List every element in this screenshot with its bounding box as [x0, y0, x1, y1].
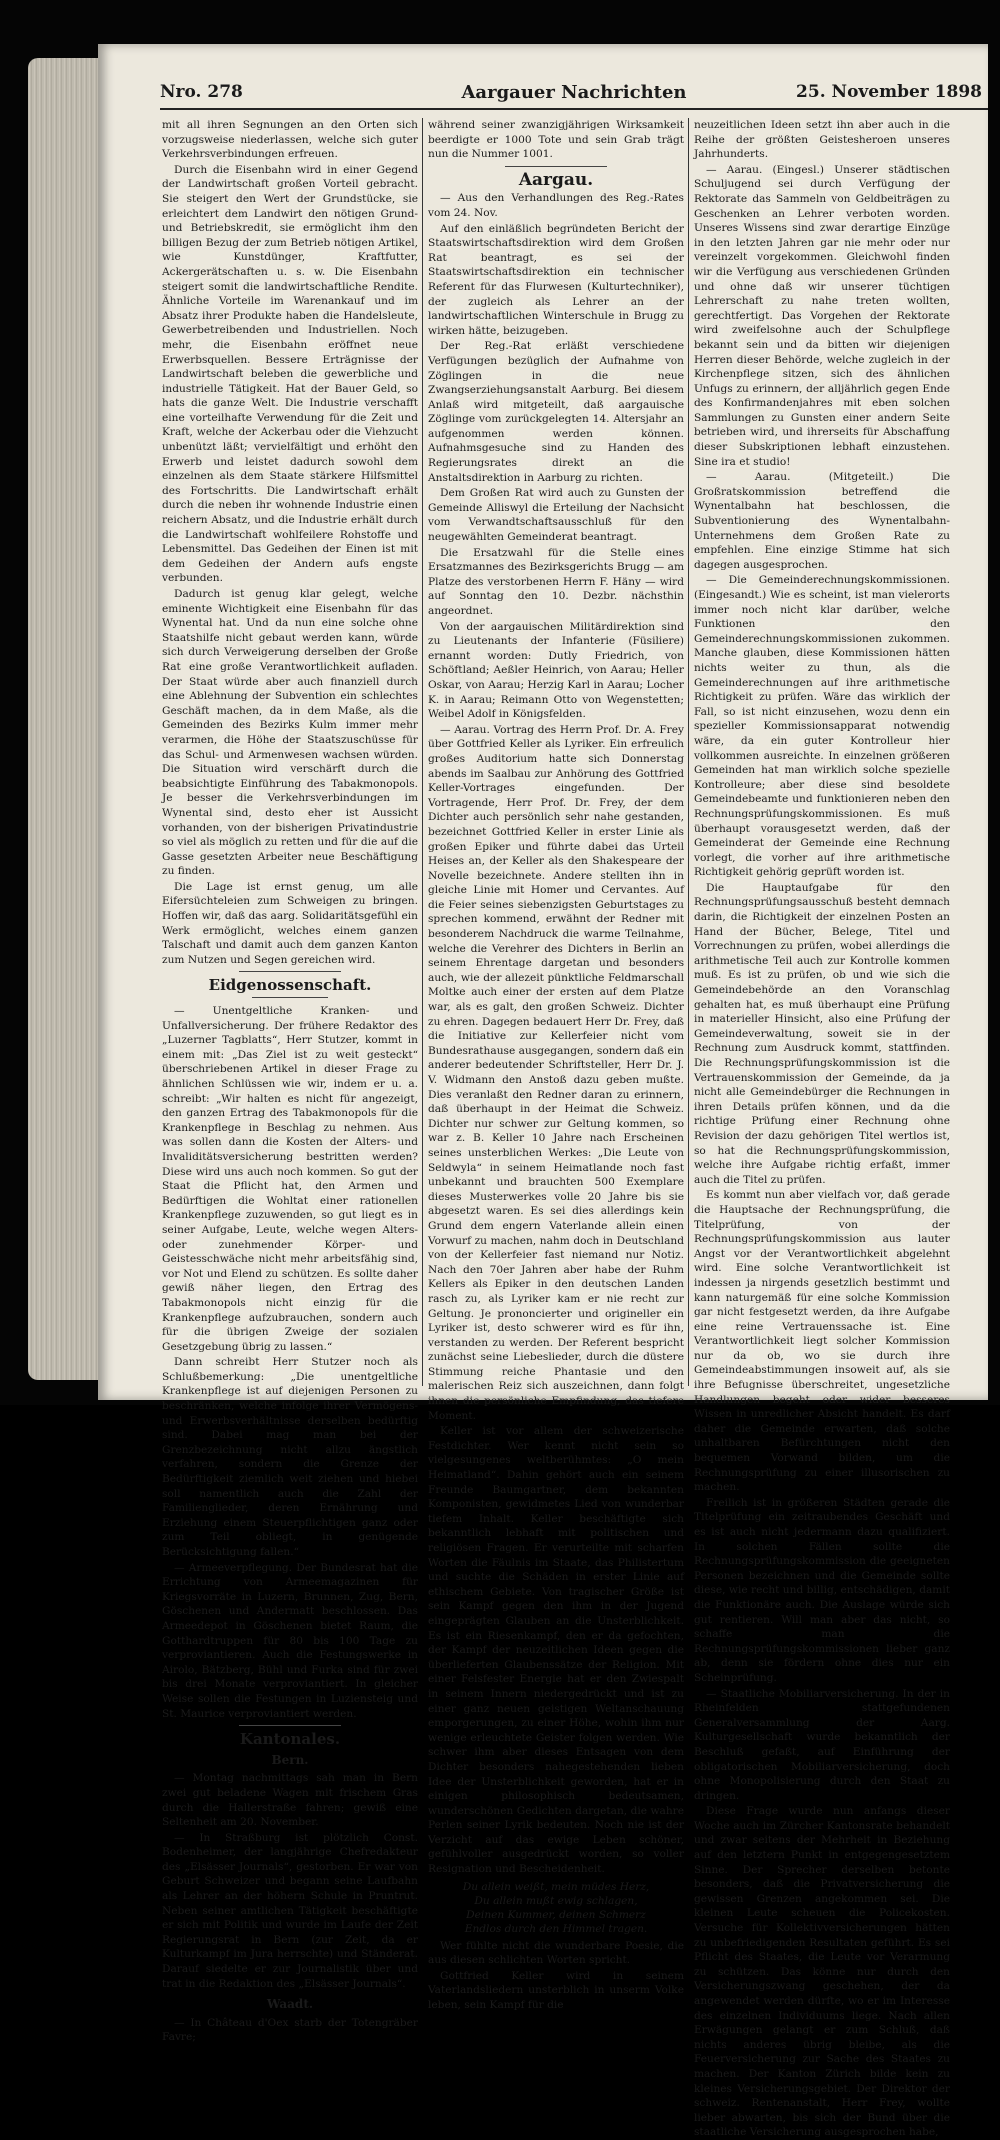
- paragraph: während seiner zwanzigjährigen Wirksamkeit beerdigte er 1000 Tote und sein Grab trägt nun die Nummer 1001.: [428, 119, 684, 161]
- paragraph: — Die Gemeinderechnungskommissionen. (Eingesandt.) Wie es scheint, ist man vielerorts immer noch nicht klar darüber, welche Funktionen den Gemeinderechnungskommissionen zukommen. Manche glauben, diese Kommissionen hätten nichts weiter zu thun, als die Gemeinderechnungen auf ihre arithmetische Richtigkeit zu prüfen. Wäre das wirklich der Fall, so ist nicht einzusehen, wozu denn ein spezieller Kommissionsapparat notwendig wäre, da ein guter Kontrolleur hier vollkommen ausreichte. In einzelnen größeren Gemeinden hat man wirklich solche spezielle Kontrolleure; aber diese sind besoldete Gemeindebeamte und funktionieren neben den Rechnungsprüfungskommissionen. Es muß überhaupt vorausgesetzt werden, daß der Gemeinderat der Gemeinde eine Rechnung vorlegt, die vorher auf ihre arithmetische Richtigkeit gehörig geprüft worden ist.: [694, 574, 950, 879]
- poem-line: Du allein weißt, mein müdes Herz,: [462, 1880, 650, 1893]
- paragraph: — Montag nachmittags sah man in Bern zwei gut beladene Wagen mit frischem Gras durch die Hallerstraße fahren; gewiß eine Seltenheit am 20. November.: [162, 1772, 418, 1829]
- subheading-waadt: Waadt.: [266, 1997, 314, 2012]
- paragraph: — In Straßburg ist plötzlich Const. Bodenheimer, der langjährige Chefredakteur des „Elsässer Journals“, gestorben. Er war von Geburt Schweizer und begann seine Laufbahn als Lehrer an der höhern Schule in Pruntrut. Neben seiner amtlichen Tätigkeit beschäftigte er sich mit Politik und wurde im Laufe der Zeit Regierungsrat in Bern (zur Zeit, da er Kulturkampf im Jura herrschte) und Ständerat. Darauf siedelte er zur Journalistik über und trat in die Redaktion des „Elsässer Journals“.: [162, 1831, 418, 1990]
- issue-number: Nro. 278: [160, 82, 243, 102]
- section-divider: [239, 1725, 341, 1726]
- paragraph: — Staatliche Mobiliarversicherung. In der in Rheinfelden stattgefundenen Generalversammlung der Aarg. Kulturgesellschaft wurde bekanntlich der Beschluß gefaßt, auf Einführung der obligatorischen Mobiliarversicherung, doch ohne Monopolisierung durch den Staat zu dringen.: [694, 1687, 950, 1802]
- column-3: [694, 118, 950, 2139]
- poem-line: Du allein mußt ewig schlagen,: [474, 1894, 638, 1907]
- paragraph: Auf den einläßlich begründeten Bericht der Staatswirtschaftsdirektion wird dem Großen Rat beantragt, es sei der Staatswirtschaftsdirektion ein technischer Referent für das Flurwesen (Kulturtechniker), der zugleich als Lehrer an der landwirtschaftlichen Winterschule in Brugg zu wirken hätte, beizugeben.: [428, 222, 684, 337]
- paragraph: Von der aargauischen Militärdirektion sind zu Lieutenants der Infanterie (Füsiliere) ernannt worden: Dutly Friedrich, von Schöftland; Aeßler Heinrich, von Aarau; Heller Oskar, von Aarau; Herzig Karl in Aarau; Locher K. in Aarau; Reimann Otto von Wegenstetten; Weibel Adolf in Königsfelden.: [428, 620, 684, 721]
- paragraph: Dadurch ist genug klar gelegt, welche eminente Wichtigkeit eine Eisenbahn für das Wynental hat. Und da nun eine solche ohne Staatshilfe nicht gebaut werden kann, würde sich durch Verweigerung derselben der Große Rat eine große Verantwortlichkeit aufladen. Der Staat würde aber auch finanziell durch eine Ablehnung der Subvention ein schlechtes Geschäft machen, da in dem Maße, als die Gemeinden des Bezirks Kulm immer mehr verarmen, die Höhe der Staatszuschüsse für das Schul- und Armenwesen wachsen würden. Die Situation wird verschärft durch die beabsichtigte Einführung des Tabakmonopols. Je besser die Verkehrsverbindungen im Wynental sind, desto eher ist Aussicht vorhanden, von der bisherigen Privatindustrie so viel als möglich zu retten und für die auf die Gasse gesetzten Arbeiter neue Beschäftigung zu finden.: [162, 588, 418, 878]
- section-divider: [252, 997, 329, 998]
- paragraph: Die Ersatzwahl für die Stelle eines Ersatzmannes des Bezirksgerichts Brugg — am Platze des verstorbenen Herrn F. Häny — wird auf Sonntag den 10. Dezbr. nächsthin angeordnet.: [428, 546, 684, 617]
- column-2: [428, 118, 684, 2012]
- paragraph: Wer fühlte nicht die wunderbare Poesie, die aus diesen schlichten Worten spricht.: [428, 1939, 684, 1967]
- paragraph: Dem Großen Rat wird auch zu Gunsten der Gemeinde Alliswyl die Erteilung der Nachsicht vom Verwandtschaftsausschluß für den neugewählten Gemeinderat beantragt.: [428, 487, 684, 544]
- paragraph: — Aarau. (Mitgeteilt.) Die Großratskommission betreffend die Wynentalbahn hat beschlossen, die Subventionierung des Wynentalbahn-Unternehmens dem Großen Rate zu empfehlen. Eine einzige Stimme hat sich dagegen ausgesprochen.: [694, 471, 950, 571]
- newspaper-page: [98, 44, 988, 2139]
- section-divider: [505, 166, 607, 167]
- paragraph: — Aarau. (Eingesl.) Unserer städtischen Schuljugend sei durch Verfügung der Rektorate das Sammeln von Geldbeiträgen zu Geschenken an Lehrer verboten worden. Unseres Wissens sind zwar derartige Einzüge in den letzten Jahren gar nie mehr oder nur vereinzelt vorgekommen. Gleichwohl finden wir die Verfügung aus verschiedenen Gründen und ohne daß wir unserer tüchtigen Lehrerschaft zu nahe treten wollten, gerechtfertigt. Das Vorgehen der Rektorate wird zweifelsohne auch der Schulpflege bekannt sein und da bitten wir diejenigen Herren dieser Behörde, welche zugleich in der Kirchenpflege sitzen, sich des ähnlichen Unfugs zu erinnern, der alljährlich gegen Ende des Konfirmandenjahres mit eben solchen Sammlungen zu Gunsten einer andern Seite betrieben wird, und ihrerseits für Abschaffung dieser Subskriptionen lebhaft einzustehen. Sine ira et studio!: [694, 163, 950, 468]
- paragraph: Dann schreibt Herr Stutzer noch als Schlußbemerkung: „Die unentgeltliche Krankenpflege ist auf diejenigen Personen zu beschränken, welche infolge ihrer Vermögens- und Erwerbsverhältnisse derselben bedürftig sind. Dabei mag man bei der Grenzbezeichnung nicht allzu ängstlich verfahren, sondern die Grenze der Bedürftigkeit ziemlich weit ziehen und hiebei soll namentlich auch die Zahl der Familienglieder, deren Ernährung und Erziehung einem Steuerpflichtigen ganz oder zum Teil obliegt, in genügende Berücksichtigung fallen.“: [162, 1356, 418, 1558]
- column-rule-1: [422, 118, 423, 1386]
- section-heading-kantonales: Kantonales.: [239, 1730, 341, 1749]
- paragraph: — Unentgeltliche Kranken- und Unfallversicherung. Der frühere Redaktor des „Luzerner Tagblatts“, Herr Stutzer, kommt in einem mit: „Das Ziel ist zu weit gesteckt“ überschriebenen Artikel in dieser Frage zu ähnlichen Schlüssen wie wir, indem er u. a. schreibt: „Wir halten es nicht für angezeigt, den ganzen Ertrag des Tabakmonopols für die Krankenpflege in Beschlag zu nehmen. Aus was sollen dann die Kosten der Alters- und Invaliditätsversicherung bestritten werden? Diese wird uns auch noch kommen. So gut der Staat die Pflicht hat, den Armen und Bedürftigen die Wohltat einer rationellen Krankenpflege zuzuwenden, so gut liegt es in seiner Aufgabe, Leute, welche wegen Alters- oder zunehmender Körper- und Geistesschwäche nicht mehr arbeitsfähig sind, vor Not und Elend zu schützen. Es sollte daher gewiß näher liegen, den Ertrag des Tabakmonopols nicht einzig für die Krankenpflege aufzubrauchen, sondern auch für die übrigen Zweige der sozialen Gesetzgebung übrig zu lassen.“: [162, 1005, 418, 1353]
- paragraph: Keller ist vor allem der schweizerische Festdichter. Wer kennt nicht sein so vielgesungenes weltberühmtes: „O mein Heimatland“. Dahin gehört auch ein seinem Freunde Baumgartner, dem bekannten Komponisten, gewidmetes Lied von wunderbar tiefem Inhalt. Keller beschäftigte sich bekanntlich lebhaft mit politischen und religiösen Fragen. Er verurteilte mit scharfen Worten die Fäulnis im Staate, das Philistertum und suchte die Schäden in erster Linie auf ethischem Gebiete. Von tragischer Größe ist sein Kampf gegen den ihm in der Jugend eingeprägten Glauben an die Unsterblichkeit. Es ist ein Riesenkampf, den er da gefochten, der Kampf der neuzeitlichen Ideen gegen die überlieferten Glaubenssätze der Religion. Mit einer Felsfester Energie hat er den Zwiespalt in seinem Innern niedergedrückt und ist zu einer ganz neuen geistigen Weltanschauung emporgerungen, zu einer Höhe, wohin ihm nur wenige erleuchtete Geister folgen werden. Wie schwer ihm aber dieses Entsagen von dem Dichter besonders nahegestehenden lieben Idee der Unsterblichkeit geworden, hat er in einigen philosophisch bedeutsamen, wunderschönen Gedichten dargetan, die wahre Perlen seiner Lyrik bedeuten. Noch nie ist der Verzicht auf das ewige Leben schöner, gefühlvoller ausgedrückt worden, so voller Resignation und Bescheidenheit.: [428, 1425, 684, 1876]
- paragraph: Freilich ist in größeren Städten gerade die Titelprüfung ein zeitraubendes Geschäft und es ist auch nicht jedermann dazu qualifiziert. In solchen Fällen sollte die Rechnungsprüfungskommission die geeigneten Personen bezeichnen und die Gemeinde sollte diese, wie recht und billig, entschädigen, damit die Funktionäre auch. Die Auslage würde sich gut rentieren. Will man aber das nicht, so schaffe man die Rechnungsprüfungskommissionen lieber ganz ab, denn sie fördern ohne dies nur ein Scheinprüfung.: [694, 1496, 950, 1684]
- paragraph: Durch die Eisenbahn wird in einer Gegend der Landwirtschaft großen Vorteil gebracht. Sie steigert den Wert der Grundstücke, sie erleichtert dem Landwirt den nötigen Grund- und Betriebskredit, sie ermöglicht ihm den billigen Bezug der zum Betrieb nötigen Artikel, wie Kunstdünger, Kraftfutter, Ackergerätschaften u. s. w. Die Eisenbahn steigert somit die landwirtschaftliche Rendite. Ähnliche Vorteile im Warenankauf und im Absatz ihrer Produkte haben die Handelsleute, Gewerbetreibenden und Industriellen. Noch mehr, die Eisenbahn eröffnet neue Erwerbsquellen. Bessere Erträgnisse der Landwirtschaft beleben die gewerbliche und industrielle Tätigkeit. Hat der Bauer Geld, so hats die ganze Welt. Die Industrie verschafft eine vorteilhafte Verwendung für die Zeit und Kraft, welche der Ackerbau oder die Viehzucht unbenützt läßt; vervielfältigt und erhöht den Erwerb und leistet dadurch sowohl dem einzelnen als dem Staate stärkere Hilfsmittel des Fortschritts. Die Landwirtschaft erhält durch die neben ihr wohnende Industrie einen reichern Absatz, und die Industrie erhält durch die Landwirtschaft wohlfeilere Rohstoffe und Lebensmittel. Das Gedeihen der Einen ist mit dem Gedeihen der Andern aufs engste verbunden.: [162, 163, 418, 585]
- subheading-bern: Bern.: [271, 1752, 309, 1767]
- masthead: [160, 78, 988, 110]
- issue-date: 25. November 1898: [796, 82, 982, 102]
- paragraph: — Aarau. Vortrag des Herrn Prof. Dr. A. Frey über Gottfried Keller als Lyriker. Ein erfreulich großes Auditorium hatte sich Donnerstag abends im Saalbau zur Anhörung des Gottfried Keller-Vortrages eingefunden. Der Vortragende, Herr Prof. Dr. Frey, der dem Dichter auch persönlich sehr nahe gestanden, bezeichnet Gottfried Keller in erster Linie als großen Epiker und führte dabei das Urteil Heises an, der Keller als den Shakespeare der Novelle bezeichnete. Andere stellten ihn in gleiche Linie mit Homer und Cervantes. Auf die Feier seines siebenzigsten Geburtstages zu sprechen kommend, erwähnt der Redner mit besonderem Nachdruck die warme Teilnahme, welche die Verehrer des Dichters in Berlin an seinem Ehrentage dargetan und besonders auch, wie der allezeit pünktliche Feldmarschall Moltke auch einer der ersten auf dem Platze war, als es galt, den großen Schweiz. Dichter zu ehren. Dagegen bedauert Herr Dr. Frey, daß die Initiative zur Kellerfeier nicht vom Bundesrathause ausgegangen, sondern daß ein anderer bedeutender Schriftsteller, Herr Dr. J. V. Widmann den Anstoß dazu geben mußte. Dies veranlaßt den Redner daran zu erinnern, daß überhaupt in der Heimat die Schweiz. Dichter nur schwer zur Geltung kommen, so war z. B. Keller 10 Jahre nach Erscheinen seines unsterblichen Werkes: „Die Leute von Seldwyla“ in seinem Heimatlande noch fast unbekannt und brauchten 500 Exemplare dieses Musterwerkes volle 20 Jahre bis sie abgesetzt waren. Es sei dies allerdings kein Grund dem engern Vaterlande allein einen Vorwurf zu machen, nahm doch in Deutschland von der Kellerfeier fast niemand nur Notiz. Nach den 70er Jahren aber habe der Ruhm Kellers als Epiker in den deutschen Landen rasch zu, als Lyriker kam er nie recht zur Geltung. Je prononcierter und origineller ein Lyriker ist, desto schwerer wird es für ihn, verstanden zu werden. Der Referent bespricht zunächst seine Liebeslieder, durch die düstere Stimmung reiche Phantasie und den malerischen Reiz sich auszeichnen, dann folgt ihnen die persönliche Empfindung, das tiefere Moment.: [428, 723, 684, 1422]
- poem-line: Deinen Kummer, deinen Schmerz: [466, 1908, 646, 1921]
- paragraph: Der Reg.-Rat erläßt verschiedene Verfügungen bezüglich der Aufnahme von Zöglingen in die neue Zwangserziehungsanstalt Aarburg. Bei diesem Anlaß wird mitgeteilt, daß aargauische Zöglinge vom zurückgelegten 14. Altersjahr an aufgenommen werden können. Aufnahmsgesuche sind zu Handen des Regierungsrates direkt an die Anstaltsdirektion in Aarburg zu richten.: [428, 340, 684, 484]
- paragraph: Gottfried Keller wird in seinem Vaterlandsliedern unsterblich in unserm Volke leben, sein Kampf für die: [428, 1969, 684, 2012]
- paragraph: neuzeitlichen Ideen setzt ihn aber auch in die Reihe der größten Geistesheroen unseres Jahrhunderts.: [694, 119, 950, 161]
- paragraph: Die Lage ist ernst genug, um alle Eifersüchteleien zum Schweigen zu bringen. Hoffen wir, daß das aarg. Solidaritätsgefühl ein Werk ermöglicht, welches einem ganzen Talschaft und damit auch dem ganzen Kanton zum Nutzen und Segen gereichen wird.: [162, 880, 418, 966]
- paragraph: Die Hauptaufgabe für den Rechnungsprüfungsausschuß besteht demnach darin, die Richtigkeit der einzelnen Posten an Hand der Bücher, Belege, Titel und Vorrechnungen zu prüfen, wobei allerdings die arithmetische Teil auch zur Kontrolle kommen muß. Es ist zu prüfen, ob und wie sich die Gemeindebehörde an den Voranschlag gehalten hat, es muß überhaupt eine Prüfung in materieller Hinsicht, also eine Prüfung der Gemeindeverwaltung, soweit sie in der Rechnung zum Ausdruck kommt, stattfinden. Die Rechnungsprüfungskommission ist die Vertrauenskommission der Gemeinde, da ja nicht alle Gemeindebürger die Rechnungen in ihren Details prüfen können, und da die richtige Prüfung einer Rechnung ohne Revision der dazu gehörigen Titel wertlos ist, so hat die Rechnungsprüfungskommission, welche ihre Aufgabe richtig erfaßt, immer auch die Titel zu prüfen.: [694, 881, 950, 1186]
- section-heading-aargau: Aargau.: [518, 169, 594, 190]
- paragraph: — In Château d'Oex starb der Totengräber Favre;: [162, 2016, 418, 2044]
- paragraph: Diese Frage wurde nun anfangs dieser Woche auch im Zürcher Kantonsrate behandelt und zwar seitens der Mehrheit in Beziehung auf den letztern Punkt in entgegengesetztem Sinne. Der Sprecher derselben betonte besonders, daß die Privatversicherung die gewissen Grenzen angekommen sei. Die kleinen Leute scheuen die Policekosten. Versuche für Kollektivversicherungen hätten zu unbefriedigenden Resultaten geführt. Es sei Pflicht des Staates, die Leute vor Verarmung zu schützen. Das könne nur durch den Versicherungszwang geschehen, der da angewendet werden dürfte, wo er im Interesse des einzelnen Individuums liege. Nach allen Erwägungen gelangt er zum Schluß, daß nichts anderes übrig bleibe, als die Feuerversicherung zur Sache des Staates zu machen. Der Kanton Zürich bilde kein zu kleines Versicherungsgebiet. Der Direktor der schweiz. Rentenanstalt, Herr Frey, wollte lieber abwarten, bis sich der Bund über die staatliche Versicherung ausgesprochen habe,: [694, 1805, 950, 2139]
- paragraph: — Aus den Verhandlungen des Reg.-Rates vom 24. Nov.: [428, 192, 684, 219]
- column-1: [162, 118, 418, 2044]
- poem: [428, 1880, 684, 1936]
- section-divider: [239, 971, 341, 972]
- book-page-edges: [28, 58, 108, 1380]
- newspaper-title: Aargauer Nachrichten: [461, 82, 687, 103]
- paragraph: — Armeeverpflegung. Der Bundesrat hat die Errichtung von Armeemagazinen für Kriegsvorräte in Luzern, Brunnen, Zug, Bern, Göschenen und Andermatt beschlossen. Das Armeedepot in Göschenen bietet Raum, die Gotthardtruppen für 80 bis 100 Tage zu verproviantieren. Auch die Festungswerke in Airolo, Bätzberg, Bühl und Furka sind für zwei bis drei Monate verproviantiert. In gleicher Weise sollen die Festungen in Luziensteig und St. Maurice verproviantiert werden.: [162, 1561, 418, 1720]
- poem-line: Endlos durch den Himmel tragen.: [464, 1922, 648, 1935]
- paragraph: Es kommt nun aber vielfach vor, daß gerade die Hauptsache der Rechnungsprüfung, die Titelprüfung, von der Rechnungsprüfungskommission aus lauter Angst vor der Verantwortlichkeit abgelehnt wird. Eine solche Verantwortlichkeit ist indessen ja nirgends gesetzlich bestimmt und kann naturgemäß für eine solche Kommission gar nicht festgesetzt werden, da ihre Aufgabe eine reine Vertrauenssache ist. Eine Verantwortlichkeit liegt solcher Kommission nur da ob, wo sie durch ihre Gemeindeabstimmungen insoweit auf, als sie ihre Befugnisse überschreitet, ungesetzliche Handlungen begeht oder wider besseres Wissen in unredlicher Absicht handelt. Es darf daher die Gemeinde erwarten, daß solche unhaltbaren Befürchtungen nicht den bequemen Vorwand bilden, um die Rechnungsprüfung zu einer illusorischen zu machen.: [694, 1189, 950, 1494]
- paragraph: mit all ihren Segnungen an den Orten sich vorzugsweise niederlassen, welche sich guter Verkehrsverbindungen erfreuen.: [162, 119, 418, 161]
- column-rule-2: [688, 118, 689, 1386]
- section-heading-eidgenossenschaft: Eidgenossenschaft.: [208, 976, 372, 995]
